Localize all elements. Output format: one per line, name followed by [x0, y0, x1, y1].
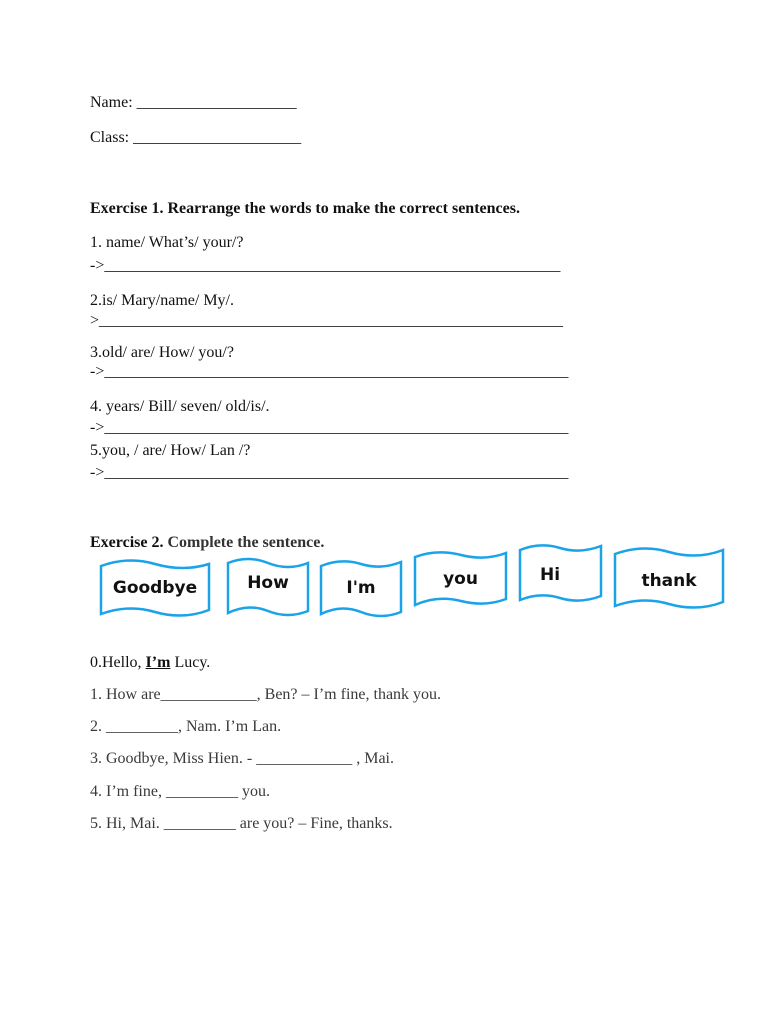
exercise1-item-2-answer: >__________________________________________________________: [90, 312, 564, 329]
exercise2-item-2: 2. _________, Nam. I’m Lan.: [90, 718, 282, 735]
exercise1-title: Exercise 1. Rearrange the words to make the correct sentences.: [90, 200, 520, 217]
word-banner-how: [226, 559, 310, 621]
banner-word: How: [247, 573, 289, 593]
exercise1-item-5-prompt: 5.you, / are/ How/ Lan /?: [90, 442, 251, 459]
exercise2-title-number: Exercise 2.: [90, 534, 164, 551]
exercise1-item-3-answer: ->__________________________________________________________: [90, 363, 569, 380]
exercise1-item-3-prompt: 3.old/ are/ How/ you/?: [90, 344, 234, 361]
word-banner-you: [413, 549, 508, 611]
exercise2-item-3: 3. Goodbye, Miss Hien. - ____________ , Mai.: [90, 750, 394, 767]
name-field-line: Name: ____________________: [90, 94, 297, 111]
example-answer: I’m: [145, 654, 171, 671]
exercise2-item-1: 1. How are____________, Ben? – I’m fine, thank you.: [90, 686, 442, 703]
word-banner-goodbye: [99, 560, 211, 622]
word-banner-thank: [613, 546, 725, 612]
exercise1-item-5-answer: ->__________________________________________________________: [90, 464, 569, 481]
banner-word: thank: [641, 571, 697, 591]
exercise1-item-1-prompt: 1. name/ What’s/ your/?: [90, 234, 244, 251]
exercise1-item-1-answer: ->_________________________________________________________: [90, 257, 561, 274]
word-bank: [0, 540, 768, 630]
exercise1-item-4-prompt: 4. years/ Bill/ seven/ old/is/.: [90, 398, 270, 415]
banner-word: you: [443, 569, 478, 589]
example-pre: 0.Hello,: [90, 654, 146, 671]
banner-word: Hi: [540, 565, 561, 585]
word-banner-im: [319, 560, 403, 622]
exercise2-title-text: Complete the sentence.: [167, 534, 325, 551]
word-banner-hi: [518, 544, 603, 606]
exercise2-item-4: 4. I’m fine, _________ you.: [90, 783, 270, 800]
banner-word: I'm: [346, 578, 376, 598]
exercise1-item-2-prompt: 2.is/ Mary/name/ My/.: [90, 292, 234, 309]
exercise1-item-4-answer: ->__________________________________________________________: [90, 419, 569, 436]
banner-word: Goodbye: [112, 578, 198, 598]
exercise2-example: [90, 653, 210, 673]
exercise2-item-5: 5. Hi, Mai. _________ are you? – Fine, thanks.: [90, 815, 393, 832]
class-field-line: Class: _____________________: [90, 129, 302, 146]
example-post: Lucy.: [170, 654, 211, 671]
